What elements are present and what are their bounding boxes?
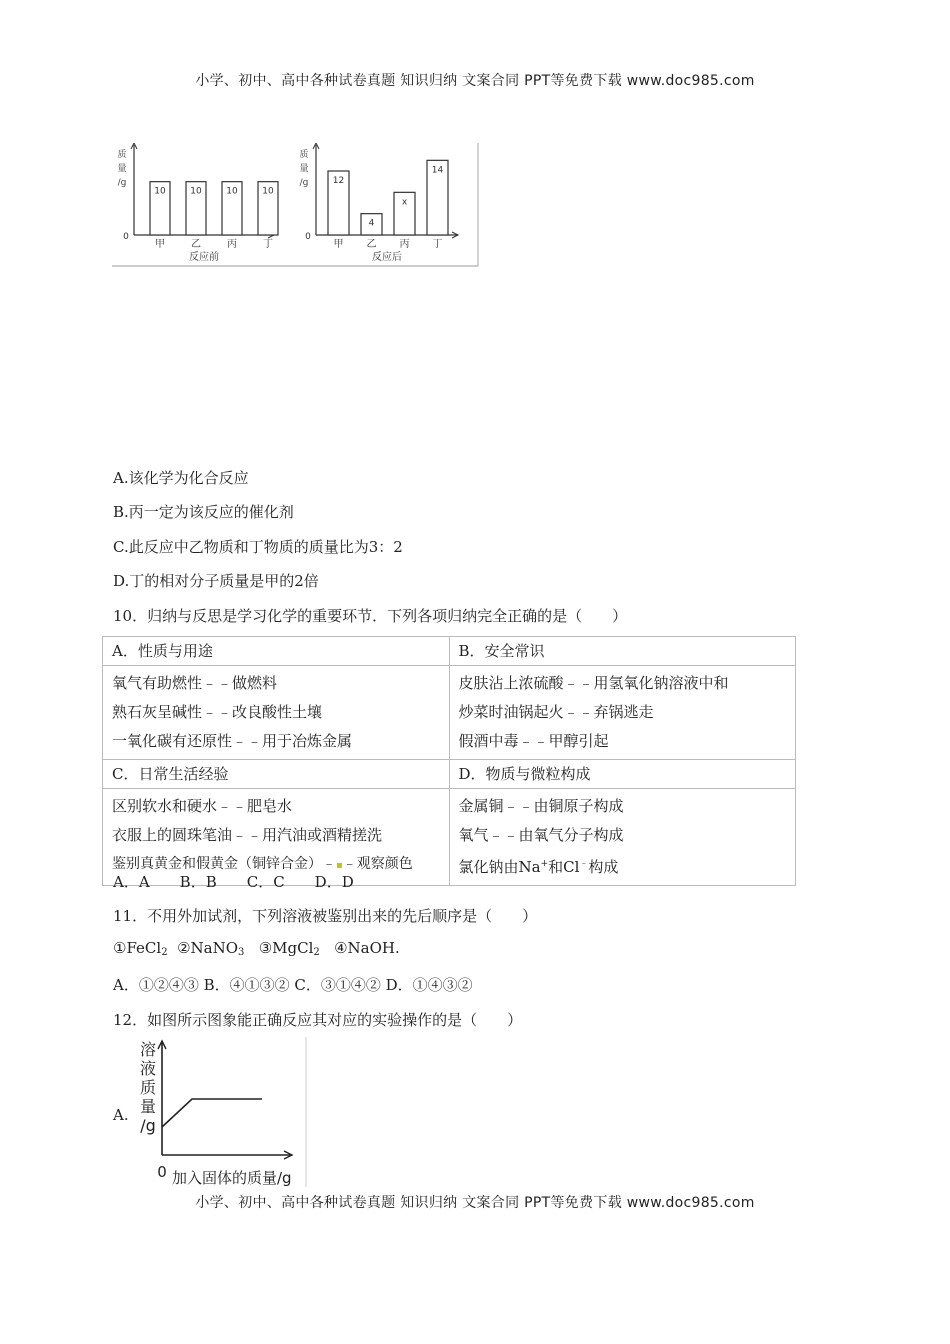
y-axis-label: 质	[117, 150, 127, 160]
q9-option-a: A.该化学为化合反应	[113, 469, 249, 487]
bar-label-丙: 10	[226, 186, 238, 197]
bar-label-丙: x	[401, 197, 408, 208]
category-丙: 丙	[227, 239, 237, 250]
y-axis-label: /g	[140, 1116, 156, 1135]
x-axis-label: 加入固体的质量/g	[172, 1169, 292, 1187]
category-甲: 甲	[155, 239, 165, 250]
q11-answers: A．①②④③ B．④①③② C．③①④② D．①④③②	[113, 976, 473, 994]
y-axis-label: 质	[299, 150, 309, 160]
chart-title: 反应前	[189, 252, 219, 263]
y-axis-label: 液	[139, 1059, 157, 1078]
cell-c-head: C．日常生活经验	[103, 760, 450, 789]
series-line	[162, 1099, 262, 1127]
cell-d-body: 金属铜﹣﹣由铜原子构成 氧气﹣﹣由氧气分子构成 氯化钠由Na+和Cl﹣构成	[449, 789, 796, 886]
bar-label-甲: 12	[332, 176, 345, 186]
category-甲: 甲	[333, 239, 344, 250]
cell-a-head: A．性质与用途	[103, 637, 450, 666]
cell-c-body: 区别软水和硬水﹣﹣肥皂水 衣服上的圆珠笔油﹣﹣用汽油或酒精搓洗 鉴别真黄金和假黄金（铜锌合金）﹣▪﹣观察颜色	[103, 789, 450, 886]
q11-reagents: ①FeCl2 ②NaNO3 ③MgCl2 ④NaOH.	[113, 939, 400, 958]
q9-option-d: D.丁的相对分子质量是甲的2倍	[113, 572, 319, 590]
chart-after-reaction	[299, 143, 458, 263]
y-axis-label: 量	[117, 164, 127, 174]
bar-label-乙: 10	[190, 186, 202, 197]
q12-option-a-label: A.	[113, 1106, 129, 1124]
q12-line-chart	[134, 1037, 334, 1187]
origin-label: 0	[157, 1163, 167, 1181]
q10-answers: A．A B．B C．C D．D	[113, 873, 354, 891]
cell-b-body: 皮肤沾上浓硫酸﹣﹣用氢氧化钠溶液中和 炒菜时油锅起火﹣﹣弃锅逃走 假酒中毒﹣﹣甲醇引起	[449, 666, 796, 760]
q11-stem: 11．不用外加试剂，下列溶液被鉴别出来的先后顺序是（ ）	[113, 907, 538, 925]
y-axis-label: /g	[117, 178, 127, 188]
q10-table	[102, 636, 796, 886]
page-header: 小学、初中、高中各种试卷真题 知识归纳 文案合同 PPT等免费下载 www.doc985.com	[195, 73, 755, 89]
q9-bar-charts	[112, 143, 482, 269]
cell-d-head: D．物质与微粒构成	[449, 760, 796, 789]
chart-title: 反应后	[372, 252, 402, 263]
y-axis-label: 量	[139, 1097, 157, 1116]
q12-stem: 12．如图所示图象能正确反应其对应的实验操作的是（ ）	[113, 1011, 523, 1029]
q10-stem: 10．归纳与反思是学习化学的重要环节．下列各项归纳完全正确的是（ ）	[113, 607, 628, 625]
bar-label-丁: 10	[262, 186, 274, 197]
q9-option-b: B.丙一定为该反应的催化剂	[113, 503, 294, 521]
bar-label-乙: 4	[368, 218, 375, 229]
category-乙: 乙	[191, 239, 201, 250]
y-axis-label: /g	[299, 178, 309, 188]
y-axis-label: 量	[299, 164, 309, 174]
cell-a-body: 氧气有助燃性﹣﹣做燃料 熟石灰呈碱性﹣﹣改良酸性土壤 一氧化碳有还原性﹣﹣用于冶炼金属	[103, 666, 450, 760]
bar-label-丁: 14	[431, 165, 444, 176]
y-axis-label: 溶	[139, 1040, 157, 1059]
q9-option-c: C.此反应中乙物质和丁物质的质量比为3：2	[113, 538, 403, 556]
origin-label: 0	[123, 232, 129, 242]
y-axis-label: 质	[139, 1078, 157, 1097]
origin-label: 0	[305, 232, 311, 242]
page-footer: 小学、初中、高中各种试卷真题 知识归纳 文案合同 PPT等免费下载 www.doc985.com	[195, 1195, 755, 1211]
cell-b-head: B．安全常识	[449, 637, 796, 666]
bar-label-甲: 10	[154, 186, 166, 197]
category-乙: 乙	[366, 239, 377, 250]
category-丁: 丁	[263, 239, 273, 250]
category-丁: 丁	[432, 239, 443, 250]
chart-before-reaction	[117, 143, 278, 263]
category-丙: 丙	[399, 239, 410, 250]
